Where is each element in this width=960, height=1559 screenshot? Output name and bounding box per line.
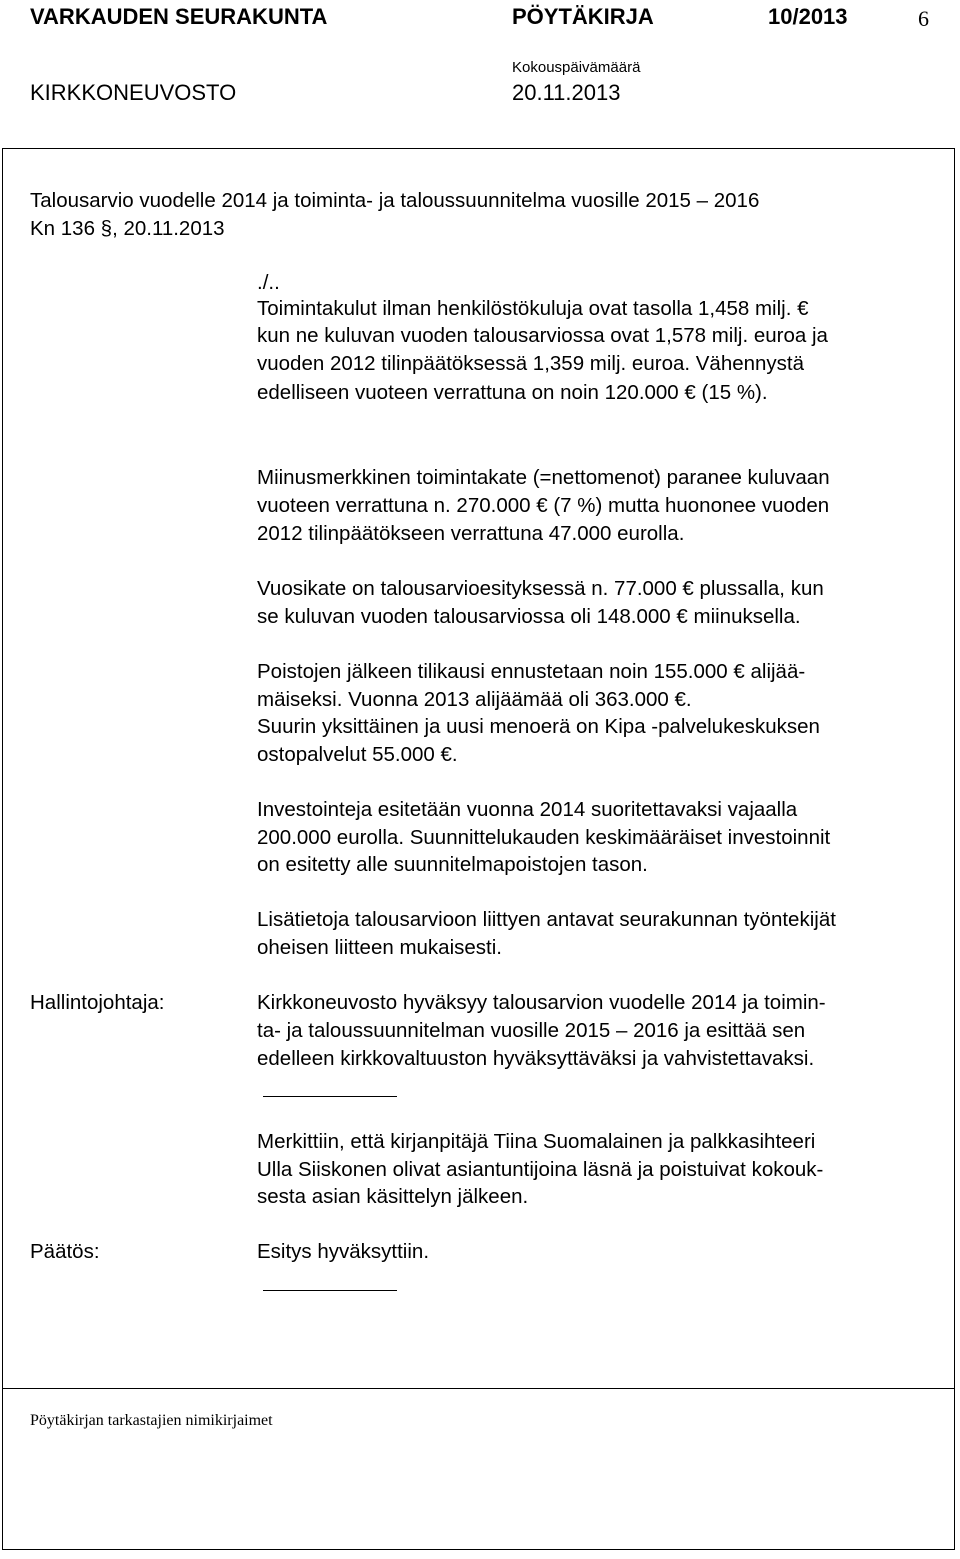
body-name: KIRKKONEUVOSTO	[30, 80, 237, 105]
paragraph-line: Lisätietoja talousarvioon liittyen antavat seurakunnan työntekijät	[257, 908, 836, 931]
paragraph-line: ostopalvelut 55.000 €.	[257, 743, 458, 766]
paragraph-line: Suurin yksittäinen ja uusi menoerä on Kipa -palvelukeskuksen	[257, 715, 820, 738]
paragraph-line: mäiseksi. Vuonna 2013 alijäämää oli 363.000 €.	[257, 688, 692, 711]
paragraph-line: se kuluvan vuoden talousarviossa oli 148.000 € miinuksella.	[257, 605, 801, 628]
organization-name: VARKAUDEN SEURAKUNTA	[30, 4, 328, 29]
separator-line	[263, 1096, 397, 1097]
proposal-line: edelleen kirkkovaltuuston hyväksyttäväksi ja vahvistettavaksi.	[257, 1047, 815, 1070]
paragraph-line: Miinusmerkkinen toimintakate (=nettomenot) paranee kuluvaan	[257, 466, 830, 489]
item-title: Talousarvio vuodelle 2014 ja toiminta- ja taloussuunnitelma vuosille 2015 – 2016	[30, 189, 760, 212]
footer-divider	[2, 1388, 955, 1389]
separator-line	[263, 1290, 397, 1291]
paragraph-line: vuoden 2012 tilinpäätöksessä 1,359 milj. euroa. Vähennystä	[257, 352, 805, 375]
paragraph-line: kun ne kuluvan vuoden talousarviossa ovat 1,578 milj. euroa ja	[257, 324, 828, 347]
document-number: 10/2013	[768, 4, 848, 29]
page-number: 6	[918, 6, 929, 31]
document-type: PÖYTÄKIRJA	[512, 4, 654, 29]
decision-text: Esitys hyväksyttiin.	[257, 1240, 430, 1263]
paragraph-line: on esitetty alle suunnitelmapoistojen tason.	[257, 853, 648, 876]
proposal-line: ta- ja taloussuunnitelman vuosille 2015 – 2016 ja esittää sen	[257, 1019, 806, 1042]
item-reference: Kn 136 §, 20.11.2013	[30, 217, 225, 240]
continuation-mark: ./..	[257, 271, 280, 294]
meeting-date: 20.11.2013	[512, 80, 621, 105]
paragraph-line: 200.000 eurolla. Suunnittelukauden keskimääräiset investoinnit	[257, 826, 831, 849]
paragraph-line: Poistojen jälkeen tilikausi ennustetaan noin 155.000 € alijää-	[257, 660, 806, 683]
note-line: Ulla Siiskonen olivat asiantuntijoina läsnä ja poistuivat kokouk-	[257, 1158, 824, 1181]
paragraph-line: oheisen liitteen mukaisesti.	[257, 936, 502, 959]
proposal-line: Kirkkoneuvosto hyväksyy talousarvion vuodelle 2014 ja toimin-	[257, 991, 826, 1014]
signature-label: Pöytäkirjan tarkastajien nimikirjaimet	[30, 1412, 273, 1429]
paragraph-line: 2012 tilinpäätökseen verrattuna 47.000 eurolla.	[257, 522, 685, 545]
paragraph-line: Investointeja esitetään vuonna 2014 suoritettavaksi vajaalla	[257, 798, 798, 821]
paragraph-line: Vuosikate on talousarvioesityksessä n. 77.000 € plussalla, kun	[257, 577, 824, 600]
paragraph-line: Toimintakulut ilman henkilöstökuluja ovat tasolla 1,458 milj. €	[257, 297, 809, 320]
decision-label: Päätös:	[30, 1240, 100, 1263]
proposer-label: Hallintojohtaja:	[30, 991, 165, 1014]
paragraph-line: vuoteen verrattuna n. 270.000 € (7 %) mutta huononee vuoden	[257, 494, 830, 517]
note-line: sesta asian käsittelyn jälkeen.	[257, 1185, 529, 1208]
date-label: Kokouspäivämäärä	[512, 59, 641, 76]
paragraph-line: edelliseen vuoteen verrattuna on noin 120.000 € (15 %).	[257, 381, 768, 404]
note-line: Merkittiin, että kirjanpitäjä Tiina Suomalainen ja palkkasihteeri	[257, 1130, 816, 1153]
